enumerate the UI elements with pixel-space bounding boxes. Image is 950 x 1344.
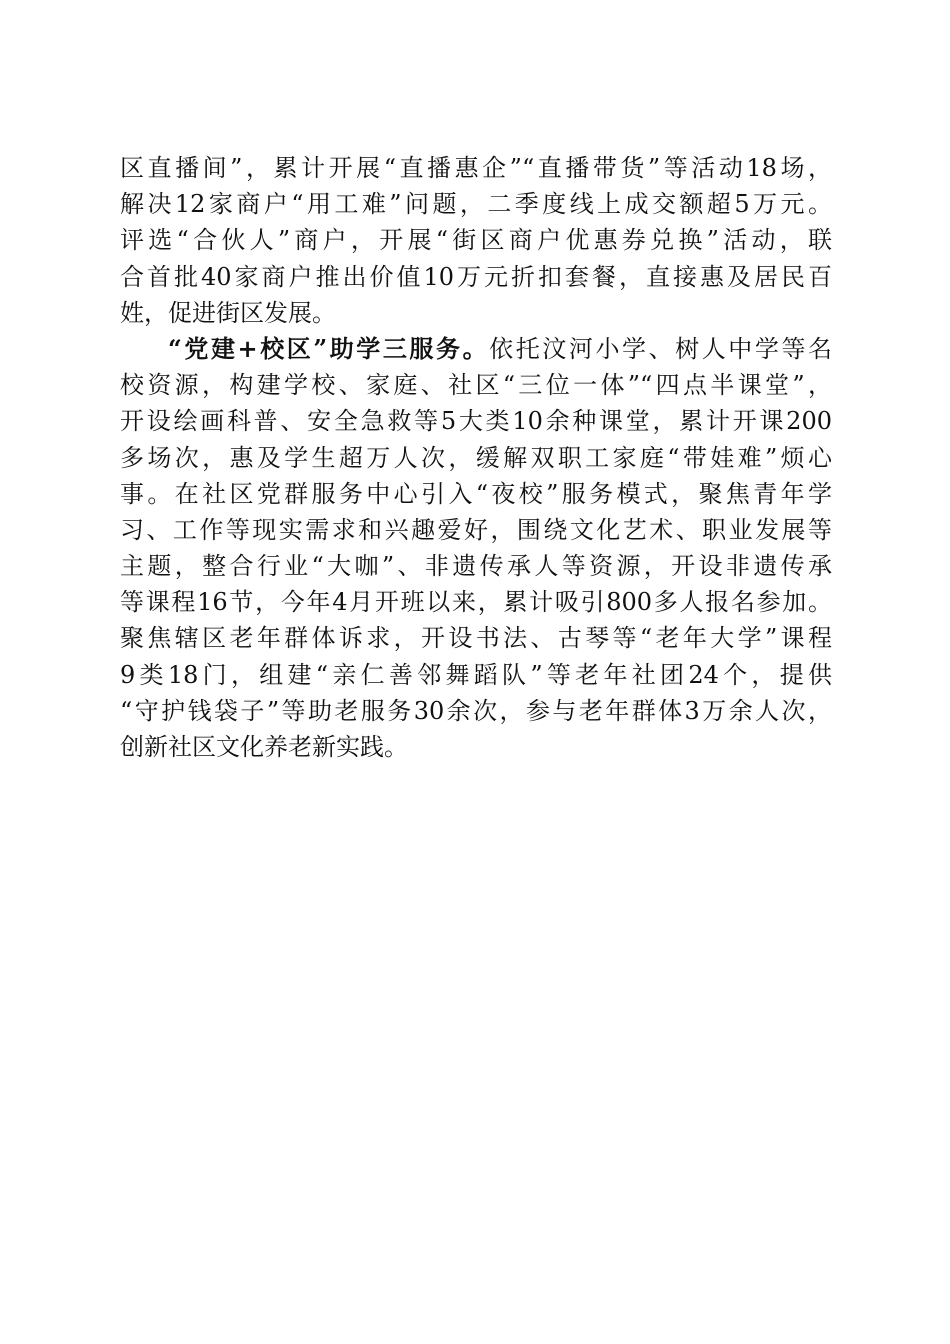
text-line: 开设绘画科普、安全急救等5大类10余种课堂，累计开课200 <box>120 407 832 436</box>
text-line: 主题，整合行业“大咖”、非遗传承人等资源，开设非遗传承 <box>120 552 832 581</box>
text-line: 9类18门，组建“亲仁善邻舞蹈队”等老年社团24个，提供 <box>120 660 832 689</box>
text-line: 习、工作等现实需求和兴趣爱好，围绕文化艺术、职业发展等 <box>120 515 832 544</box>
text-line: 创新社区文化养老新实践。 <box>120 733 408 761</box>
text-line: 聚焦辖区老年群体诉求，开设书法、古琴等“老年大学”课程 <box>120 624 832 653</box>
text-line: 姓，促进街区发展。 <box>120 298 336 327</box>
text-line: “守护钱袋子”等助老服务30余次，参与老年群体3万余人次， <box>120 696 832 725</box>
paragraph-livestream-merchants <box>120 150 832 331</box>
text-line: 评选“合伙人”商户，开展“街区商户优惠券兑换”活动，联 <box>120 226 832 255</box>
text-line: 解决12家商户“用工难”问题，二季度线上成交额超5万元。 <box>120 190 832 219</box>
text-line: 校资源，构建学校、家庭、社区“三位一体”“四点半课堂”， <box>120 371 832 400</box>
text-line: 事。在社区党群服务中心引入“夜校”服务模式，聚焦青年学 <box>120 479 832 508</box>
text-line: 合首批40家商户推出价值10万元折扣套餐，直接惠及居民百 <box>120 262 832 291</box>
paragraph-school-services <box>120 331 832 765</box>
paragraph-heading: “党建+校区”助学三服务。 <box>168 333 490 363</box>
text-fragment: 依托汶河小学、树人中学等名 <box>489 334 833 363</box>
text-line: 区直播间”，累计开展“直播惠企”“直播带货”等活动18场， <box>120 154 832 182</box>
text-line: 等课程16节，今年4月开班以来，累计吸引800多人报名参加。 <box>120 588 832 617</box>
document-body <box>120 150 832 765</box>
paragraph-first-line <box>120 331 832 367</box>
text-line: 多场次，惠及学生超万人次，缓解双职工家庭“带娃难”烦心 <box>120 443 832 472</box>
